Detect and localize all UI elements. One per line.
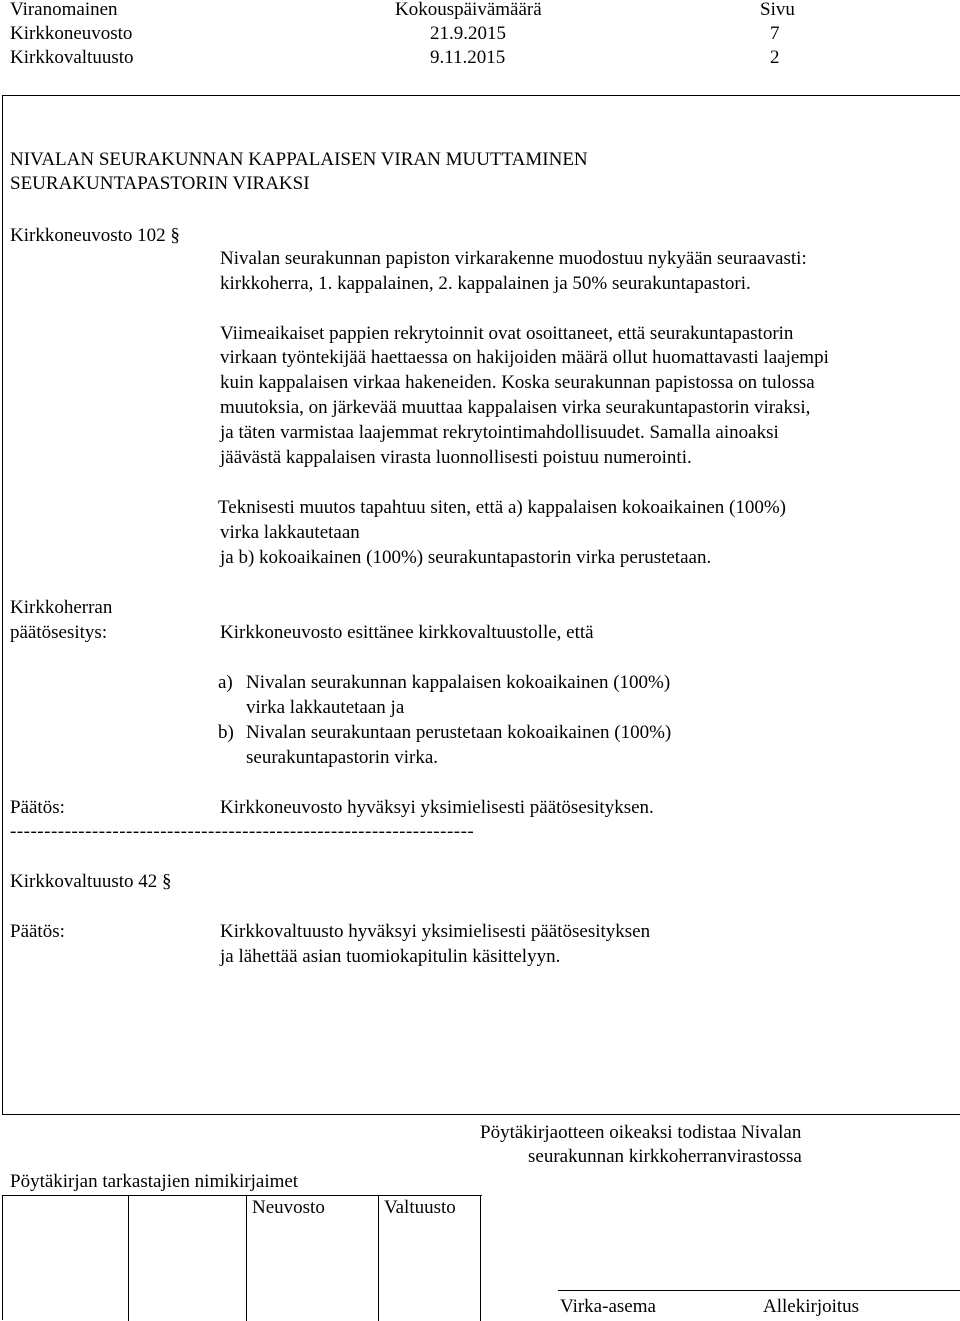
paragraph-line: Teknisesti muutos tapahtuu siten, että a) kappalaisen kokoaikainen (100%) [218, 497, 786, 518]
decision-label: Päätös: [10, 921, 65, 942]
table-divider [378, 1196, 379, 1321]
list-item-b-cont: seurakuntapastorin virka. [246, 747, 439, 768]
intro-line: kirkkoherra, 1. kappalainen, 2. kappalainen ja 50% seurakuntapastori. [220, 273, 751, 294]
header-row-body: Kirkkoneuvosto [10, 23, 133, 44]
decision-label: Päätös: [10, 797, 65, 818]
list-item-a-cont: virka lakkautetaan ja [246, 697, 405, 718]
signature-line [558, 1290, 960, 1291]
list-item-a: Nivalan seurakunnan kappalaisen kokoaikainen (100%) [246, 672, 671, 693]
paragraph-line: virka lakkautetaan [220, 522, 360, 543]
header-row-page: 7 [770, 23, 780, 44]
section-label-valtuusto: Kirkkovaltuusto 42 § [10, 871, 172, 892]
signature-label: Allekirjoitus [763, 1296, 860, 1317]
proposal-text: Kirkkoneuvosto esittänee kirkkovaltuustolle, että [220, 622, 594, 643]
header-row-page: 2 [770, 47, 780, 68]
paragraph-line: kuin kappalaisen virkaa hakeneiden. Koska seurakunnan papistossa on tulossa [220, 372, 815, 393]
decision-text-cont: ja lähettää asian tuomiokapitulin käsittelyyn. [220, 946, 561, 967]
signature-position-label: Virka-asema [560, 1296, 656, 1317]
paragraph-line: ja täten varmistaa laajemmat rekrytointimahdollisuudet. Samalla ainoaksi [220, 422, 779, 443]
list-item-marker: a) [218, 672, 233, 693]
header-page-label: Sivu [760, 0, 795, 20]
section-label-neuvosto: Kirkkoneuvosto 102 § [10, 225, 180, 246]
header-authority-label: Viranomainen [10, 0, 118, 20]
column-valtuusto: Valtuusto [384, 1197, 456, 1218]
decision-text: Kirkkovaltuusto hyväksyi yksimielisesti päätösesityksen [220, 921, 651, 942]
proposal-label: Kirkkoherran [10, 597, 113, 618]
table-divider [480, 1196, 481, 1321]
header-date-label: Kokouspäivämäärä [395, 0, 542, 20]
intro-line: Nivalan seurakunnan papiston virkarakenne muodostuu nykyään seuraavasti: [220, 248, 807, 269]
list-item-marker: b) [218, 722, 234, 743]
paragraph-line: ja b) kokoaikainen (100%) seurakuntapastorin virka perustetaan. [220, 547, 712, 568]
paragraph-line: Viimeaikaiset pappien rekrytoinnit ovat osoittaneet, että seurakuntapastorin [220, 323, 794, 344]
document-title-line2: SEURAKUNTAPASTORIN VIRAKSI [10, 173, 310, 194]
list-item-b: Nivalan seurakuntaan perustetaan kokoaikainen (100%) [246, 722, 672, 743]
paragraph-line: muutoksia, on järkevää muuttaa kappalaisen virka seurakuntapastorin viraksi, [220, 397, 811, 418]
paragraph-line: virkaan työntekijää haettaessa on hakijoiden määrä ollut huomattavasti laajempi [220, 347, 829, 368]
certification-text-line2: seurakunnan kirkkoherranvirastossa [528, 1146, 802, 1167]
paragraph-line: jäävästä kappalaisen virasta luonnollisesti poistuu numerointi. [220, 447, 692, 468]
table-divider [128, 1196, 129, 1321]
separator-line: -------------------------------------------------------------------- [10, 821, 475, 842]
inspectors-label: Pöytäkirjan tarkastajien nimikirjaimet [10, 1171, 299, 1192]
proposal-label-line2: päätösesitys: [10, 622, 108, 643]
header-row-body: Kirkkovaltuusto [10, 47, 134, 68]
header-row-date: 21.9.2015 [430, 23, 506, 44]
table-divider [246, 1196, 247, 1321]
header-row-date: 9.11.2015 [430, 47, 506, 68]
document-title: NIVALAN SEURAKUNNAN KAPPALAISEN VIRAN MUUTTAMINEN [10, 149, 588, 170]
decision-text: Kirkkoneuvosto hyväksyi yksimielisesti päätösesityksen. [220, 797, 654, 818]
certification-text: Pöytäkirjaotteen oikeaksi todistaa Nivalan [480, 1122, 802, 1143]
column-neuvosto: Neuvosto [252, 1197, 325, 1218]
